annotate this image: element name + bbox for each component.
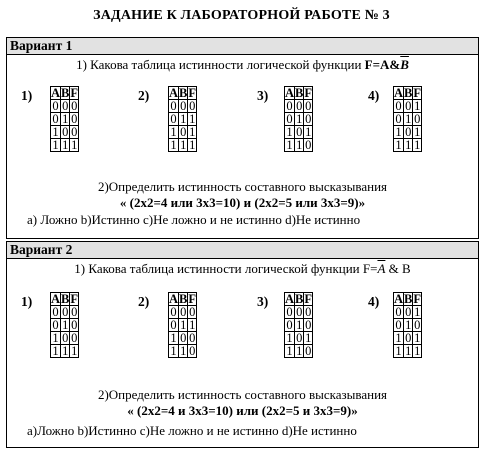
- table-cell: F: [70, 292, 79, 306]
- table-cell: 0: [189, 344, 196, 358]
- table-row: [51, 306, 79, 319]
- table-cell: A: [51, 292, 61, 306]
- table-header-row: [51, 87, 79, 100]
- table-cell: B: [295, 292, 304, 306]
- table-cell: 0: [286, 99, 293, 113]
- table-row: [169, 306, 197, 319]
- table-cell: 0: [286, 305, 293, 319]
- table-cell: A: [51, 86, 61, 100]
- table-cell: 1: [414, 125, 421, 139]
- table-cell: 1: [170, 125, 177, 139]
- table-cell: 0: [395, 99, 402, 113]
- variant-1-question-2: [7, 179, 478, 211]
- table-row: [51, 332, 79, 345]
- table-cell: 1: [414, 331, 421, 345]
- table-cell: 0: [62, 99, 69, 113]
- variant-2-question-2: [7, 387, 478, 419]
- table-cell: 0: [71, 125, 78, 139]
- table-row: [394, 100, 422, 113]
- table-cell: 0: [414, 318, 421, 332]
- table-cell: 1: [414, 138, 421, 152]
- table-cell: 1: [52, 138, 59, 152]
- table-cell: 1: [62, 318, 69, 332]
- variant-2-answers: a)Ложно b)Истинно c)Не ложно и не истинно d)Не истинно: [27, 423, 357, 438]
- variant-2-section: [6, 241, 479, 448]
- table-cell: 1: [405, 138, 412, 152]
- table-label: 1): [21, 294, 33, 309]
- variant-1-question-1: [7, 57, 478, 73]
- table-cell: 1: [414, 344, 421, 358]
- table-cell: F: [304, 86, 313, 100]
- table-cell: B: [404, 86, 413, 100]
- table-cell: 1: [62, 344, 69, 358]
- table-cell: 1: [189, 112, 196, 126]
- table-row: [169, 100, 197, 113]
- table-row: [285, 126, 313, 139]
- q1-text: 1) Какова таблица истинности логической функции: [76, 57, 365, 72]
- table-row: [285, 100, 313, 113]
- table-header-row: [169, 293, 197, 306]
- table-cell: 0: [189, 331, 196, 345]
- table-cell: 1: [189, 318, 196, 332]
- table-header-row: [169, 87, 197, 100]
- table-cell: 1: [296, 138, 303, 152]
- table-cell: 0: [296, 125, 303, 139]
- variant-1-section: [6, 37, 479, 239]
- table-cell: 1: [414, 305, 421, 319]
- q1-function: [365, 57, 409, 72]
- table-row: [394, 332, 422, 345]
- table-label: 1): [21, 88, 33, 103]
- table-cell: 0: [296, 99, 303, 113]
- table-cell: 0: [405, 125, 412, 139]
- table-row: [394, 126, 422, 139]
- table-label: 3): [257, 88, 269, 103]
- table-cell: 0: [305, 305, 312, 319]
- table-cell: 0: [52, 112, 59, 126]
- truth-table-3: [284, 86, 313, 152]
- table-row: [394, 139, 422, 152]
- truth-table-3: [284, 292, 313, 358]
- table-cell: 0: [405, 331, 412, 345]
- table-cell: 0: [71, 331, 78, 345]
- table-row: [51, 139, 79, 152]
- table-row: [51, 345, 79, 358]
- table-cell: 1: [395, 331, 402, 345]
- table-row: [169, 319, 197, 332]
- table-cell: 0: [395, 318, 402, 332]
- table-cell: 0: [52, 305, 59, 319]
- table-cell: 0: [305, 99, 312, 113]
- table-cell: 1: [395, 125, 402, 139]
- table-cell: 0: [395, 112, 402, 126]
- table-cell: 1: [180, 318, 187, 332]
- table-cell: B: [295, 86, 304, 100]
- q2-statement: « (2х2=4 или 3х3=10) и (2х2=5 или 3х3=9)»: [119, 195, 366, 210]
- table-label: 2): [138, 294, 150, 309]
- table-cell: 0: [305, 138, 312, 152]
- table-cell: 1: [71, 344, 78, 358]
- table-row: [169, 332, 197, 345]
- table-cell: 0: [414, 112, 421, 126]
- table-cell: 0: [286, 318, 293, 332]
- table-cell: 1: [305, 331, 312, 345]
- variant-2-header: Вариант 2: [7, 242, 478, 259]
- q2-statement: « (2х2=4 и 3х3=10) или (2х2=5 и 3х3=9)»: [127, 403, 358, 418]
- table-cell: F: [70, 86, 79, 100]
- table-cell: 1: [180, 138, 187, 152]
- truth-table-2: [168, 292, 197, 358]
- variant-1-answers: a) Ложно b)Истинно c)Не ложно и не истинно d)Не истинно: [27, 212, 361, 227]
- table-label: 3): [257, 294, 269, 309]
- table-cell: 0: [62, 305, 69, 319]
- table-cell: A: [169, 86, 179, 100]
- table-cell: 0: [170, 112, 177, 126]
- table-cell: 1: [170, 344, 177, 358]
- q1-function-b: & B: [385, 261, 411, 276]
- table-row: [285, 332, 313, 345]
- table-cell: 1: [286, 344, 293, 358]
- table-cell: 0: [62, 331, 69, 345]
- table-cell: 1: [180, 112, 187, 126]
- q1-function-a-negated: $\overline{A}$: [377, 261, 386, 276]
- q1-function-b-negated: $\overline{B}$: [400, 57, 409, 72]
- table-cell: 0: [52, 318, 59, 332]
- table-cell: 1: [52, 331, 59, 345]
- table-cell: 1: [395, 344, 402, 358]
- table-row: [394, 319, 422, 332]
- table-row: [394, 113, 422, 126]
- table-cell: 1: [405, 344, 412, 358]
- table-cell: A: [394, 86, 404, 100]
- table-cell: A: [285, 86, 295, 100]
- table-row: [285, 113, 313, 126]
- table-cell: 1: [405, 318, 412, 332]
- q1-function-a: F=A&: [364, 57, 401, 72]
- table-cell: 1: [71, 138, 78, 152]
- table-cell: F: [188, 292, 197, 306]
- table-cell: 1: [305, 125, 312, 139]
- table-cell: 0: [286, 112, 293, 126]
- table-cell: F: [413, 86, 422, 100]
- table-cell: F: [413, 292, 422, 306]
- table-cell: 0: [71, 318, 78, 332]
- table-cell: 1: [405, 112, 412, 126]
- table-cell: F: [304, 292, 313, 306]
- table-header-row: [51, 293, 79, 306]
- table-cell: 0: [170, 99, 177, 113]
- table-cell: 0: [62, 125, 69, 139]
- table-row: [394, 306, 422, 319]
- variant-1-header: Вариант 1: [7, 38, 478, 55]
- table-cell: 0: [296, 305, 303, 319]
- table-cell: 0: [189, 99, 196, 113]
- table-row: [51, 100, 79, 113]
- table-cell: 1: [170, 138, 177, 152]
- table-cell: 1: [170, 331, 177, 345]
- table-row: [394, 345, 422, 358]
- table-cell: 1: [296, 112, 303, 126]
- table-cell: 0: [189, 305, 196, 319]
- table-cell: 1: [414, 99, 421, 113]
- table-cell: A: [285, 292, 295, 306]
- table-label: 4): [368, 88, 380, 103]
- q2-text: 2)Определить истинность составного высказывания: [97, 179, 388, 194]
- table-cell: 1: [62, 138, 69, 152]
- q2-text: 2)Определить истинность составного высказывания: [97, 387, 388, 402]
- table-cell: 1: [189, 138, 196, 152]
- table-header-row: [394, 87, 422, 100]
- table-cell: F: [188, 86, 197, 100]
- table-cell: 0: [71, 112, 78, 126]
- table-header-row: [285, 293, 313, 306]
- table-cell: A: [394, 292, 404, 306]
- table-cell: 0: [71, 99, 78, 113]
- table-label: 2): [138, 88, 150, 103]
- table-cell: B: [179, 86, 188, 100]
- page-title: ЗАДАНИЕ К ЛАБОРАТОРНОЙ РАБОТЕ № 3: [93, 8, 390, 23]
- table-cell: 0: [170, 318, 177, 332]
- table-cell: 0: [180, 125, 187, 139]
- table-header-row: [285, 87, 313, 100]
- table-cell: B: [179, 292, 188, 306]
- table-cell: 0: [405, 99, 412, 113]
- truth-table-1: [50, 292, 79, 358]
- table-cell: 1: [180, 344, 187, 358]
- table-cell: 0: [180, 99, 187, 113]
- truth-table-4: [393, 292, 422, 358]
- table-row: [51, 113, 79, 126]
- table-cell: 0: [170, 305, 177, 319]
- table-cell: 0: [405, 305, 412, 319]
- table-cell: 1: [296, 318, 303, 332]
- truth-table-4: [393, 86, 422, 152]
- table-cell: 0: [395, 305, 402, 319]
- table-cell: 1: [296, 344, 303, 358]
- table-cell: B: [61, 86, 70, 100]
- table-row: [169, 345, 197, 358]
- table-cell: 0: [305, 344, 312, 358]
- variant-2-question-1: [7, 261, 478, 277]
- table-cell: 0: [296, 331, 303, 345]
- table-row: [169, 139, 197, 152]
- table-cell: B: [404, 292, 413, 306]
- table-cell: 0: [71, 305, 78, 319]
- table-cell: 1: [52, 344, 59, 358]
- table-row: [169, 126, 197, 139]
- table-cell: B: [61, 292, 70, 306]
- table-label: 4): [368, 294, 380, 309]
- table-cell: 0: [305, 112, 312, 126]
- truth-table-1: [50, 86, 79, 152]
- table-cell: 0: [52, 99, 59, 113]
- table-cell: 1: [286, 331, 293, 345]
- table-cell: 1: [62, 112, 69, 126]
- table-cell: 1: [395, 138, 402, 152]
- table-row: [285, 139, 313, 152]
- table-cell: 0: [305, 318, 312, 332]
- table-cell: A: [169, 292, 179, 306]
- table-row: [285, 306, 313, 319]
- table-cell: 0: [180, 331, 187, 345]
- table-header-row: [394, 293, 422, 306]
- table-cell: 0: [180, 305, 187, 319]
- table-row: [51, 126, 79, 139]
- table-cell: 1: [286, 125, 293, 139]
- truth-table-2: [168, 86, 197, 152]
- table-cell: 1: [52, 125, 59, 139]
- table-row: [169, 113, 197, 126]
- table-row: [51, 319, 79, 332]
- table-row: [285, 319, 313, 332]
- table-row: [285, 345, 313, 358]
- table-cell: 1: [189, 125, 196, 139]
- table-cell: 1: [286, 138, 293, 152]
- q1-text: 1) Какова таблица истинности логической функции F=: [74, 261, 378, 276]
